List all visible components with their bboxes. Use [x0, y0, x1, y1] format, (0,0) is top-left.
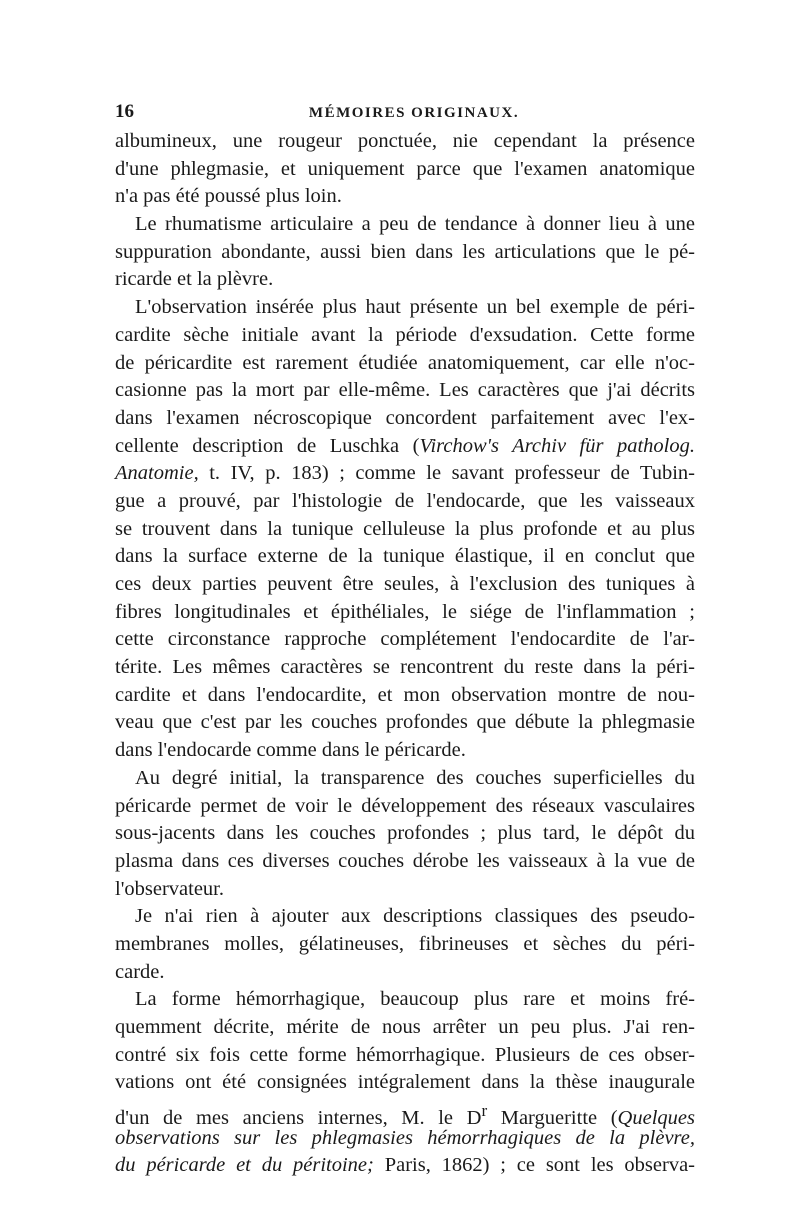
paragraph	[115, 128, 695, 211]
text-line: vations ont été consignées intégralement dans la thèse inaugurale	[115, 1071, 695, 1094]
superscript: r	[481, 1101, 488, 1121]
page-number: 16	[115, 101, 134, 122]
paragraph	[115, 903, 695, 986]
text-line-with-citation	[115, 460, 695, 488]
text-line: Je n'ai rien à ajouter aux descriptions classiques des pseudo-	[135, 905, 695, 928]
text-line: cardite et dans l'endocardite, et mon observation montre de nou-	[115, 683, 695, 706]
text-line: d'une phlegmasie, et uniquement parce que l'examen anatomique	[115, 157, 695, 180]
text-line: sous-jacents dans les couches profondes ; plus tard, le dépôt du	[115, 822, 695, 845]
text-line: La forme hémorrhagique, beaucoup plus rare et moins fré-	[135, 988, 695, 1011]
text-line: dans l'endocarde comme dans le péricarde.	[115, 739, 466, 762]
text-line: plasma dans ces diverses couches dérobe les vaisseaux à la vue de	[115, 849, 695, 872]
text-line: Au degré initial, la transparence des couches superficielles du	[135, 766, 695, 789]
citation-journal: Virchow's Archiv für patholog.	[419, 434, 696, 457]
citation-title: du péricarde et du péritoine;	[115, 1154, 374, 1177]
citation-title: observations sur les phlegmasies hémorrhagiques de la plèvre,	[115, 1126, 695, 1149]
text-line: gue a prouvé, par l'histologie de l'endocarde, que les vaisseaux	[115, 489, 695, 512]
paragraph	[115, 294, 695, 765]
text-line-with-citation	[115, 1097, 695, 1129]
text-segment: Margueritte (	[487, 1106, 618, 1129]
paragraph	[115, 986, 695, 1180]
text-line: casionne pas la mort par elle-même. Les caractères que j'ai décrits	[115, 379, 695, 402]
text-line: suppuration abondante, aussi bien dans les articulations que le pé-	[115, 240, 695, 263]
body-text	[115, 128, 695, 1180]
citation-line	[115, 1125, 695, 1153]
text-line-with-citation	[115, 433, 695, 461]
text-line: L'observation insérée plus haut présente un bel exemple de péri-	[135, 296, 695, 319]
text-line: térite. Les mêmes caractères se rencontrent du reste dans la péri-	[115, 656, 695, 679]
text-segment: Paris, 1862) ; ce sont les observa-	[373, 1154, 696, 1177]
text-line: ricarde et la plèvre.	[115, 268, 274, 291]
text-line: membranes molles, gélatineuses, fibrineuses et sèches du péri-	[115, 932, 695, 955]
text-line: cette circonstance rapproche complétement l'endocardite de l'ar-	[115, 628, 695, 651]
text-line: quemment décrite, mérite de nous arrêter un peu plus. J'ai ren-	[115, 1016, 695, 1038]
text-line: dans l'examen nécroscopique concordent parfaitement avec l'ex-	[115, 406, 695, 429]
text-line: ces deux parties peuvent être seules, à l'exclusion des tuniques à	[115, 573, 695, 595]
text-line: Le rhumatisme articulaire a peu de tendance à donner lieu à une	[135, 213, 695, 236]
text-line: veau que c'est par les couches profondes que débute la phlegmasie	[115, 711, 695, 734]
paragraph	[115, 211, 695, 294]
text-segment: cellente description de Luschka (	[115, 434, 420, 457]
text-line-with-citation	[115, 1152, 695, 1180]
text-line: albumineux, une rougeur ponctuée, nie cependant la présence	[115, 130, 695, 152]
citation-section: Anatomie,	[115, 462, 199, 485]
text-line: l'observateur.	[115, 877, 225, 900]
text-line: carde.	[115, 960, 165, 983]
text-line: cardite sèche initiale avant la période d'exsudation. Cette forme	[115, 323, 695, 346]
citation-title: Quelques	[617, 1106, 695, 1129]
text-line: fibres longitudinales et épithéliales, le siége de l'inflammation ;	[115, 600, 695, 623]
text-line: se trouvent dans la tunique celluleuse la plus profonde et au plus	[115, 517, 695, 540]
text-line: dans la surface externe de la tunique élastique, il en conclut que	[115, 545, 695, 568]
running-title: MÉMOIRES ORIGINAUX.	[308, 105, 520, 121]
text-line: de péricardite est rarement étudiée anatomiquement, car elle n'oc-	[115, 351, 695, 374]
running-head	[115, 100, 695, 124]
text-line: contré six fois cette forme hémorrhagique. Plusieurs de ces obser-	[115, 1043, 695, 1066]
text-line: n'a pas été poussé plus loin.	[115, 185, 342, 208]
text-segment: d'un de mes anciens internes, M. le D	[115, 1106, 482, 1129]
text-segment: t. IV, p. 183) ; comme le savant professeur de Tubin-	[198, 462, 695, 485]
paragraph	[115, 765, 695, 903]
text-line: péricarde permet de voir le développement des réseaux vasculaires	[115, 794, 695, 817]
